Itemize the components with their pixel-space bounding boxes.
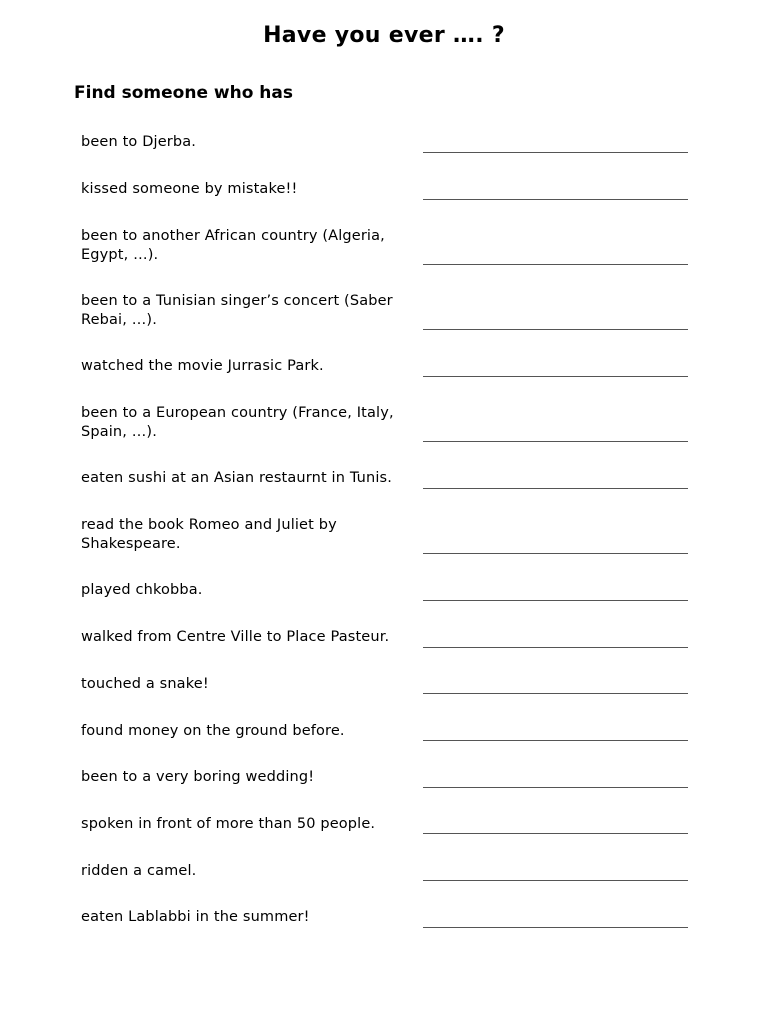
answer-line[interactable] <box>423 264 688 265</box>
worksheet-title: Have you ever …. ? <box>263 23 505 48</box>
item-text: spoken in front of more than 50 people. <box>81 816 376 832</box>
answer-line[interactable] <box>423 787 688 788</box>
answer-line[interactable] <box>423 553 688 554</box>
answer-line[interactable] <box>423 441 688 442</box>
answer-line[interactable] <box>423 488 688 489</box>
item-text: watched the movie Jurrasic Park. <box>81 358 324 374</box>
answer-line[interactable] <box>423 880 688 881</box>
item-text: found money on the ground before. <box>81 723 345 739</box>
answer-line[interactable] <box>423 833 688 834</box>
answer-line[interactable] <box>423 740 688 741</box>
answer-line[interactable] <box>423 199 688 200</box>
answer-line[interactable] <box>423 693 688 694</box>
item-text: eaten sushi at an Asian restaurnt in Tunis. <box>81 470 392 486</box>
answer-line[interactable] <box>423 927 688 928</box>
item-text: ridden a camel. <box>81 863 197 879</box>
item-text: kissed someone by mistake!! <box>81 181 298 197</box>
answer-line[interactable] <box>423 152 688 153</box>
item-text: read the book Romeo and Juliet by Shakespeare. <box>81 517 337 552</box>
item-text: been to Djerba. <box>81 134 197 150</box>
item-text: been to a European country (France, Italy, Spain, …). <box>81 405 394 440</box>
worksheet-subtitle: Find someone who has <box>74 83 293 103</box>
answer-line[interactable] <box>423 647 688 648</box>
item-text: eaten Lablabbi in the summer! <box>81 909 310 925</box>
item-text: been to a Tunisian singer’s concert (Saber Rebai, …). <box>81 293 393 328</box>
item-text: touched a snake! <box>81 676 209 692</box>
item-text: walked from Centre Ville to Place Pasteur. <box>81 629 390 645</box>
answer-line[interactable] <box>423 376 688 377</box>
answer-line[interactable] <box>423 329 688 330</box>
answer-line[interactable] <box>423 600 688 601</box>
item-text: been to a very boring wedding! <box>81 769 315 785</box>
item-text: played chkobba. <box>81 582 203 598</box>
item-text: been to another African country (Algeria, Egypt, …). <box>81 228 385 263</box>
